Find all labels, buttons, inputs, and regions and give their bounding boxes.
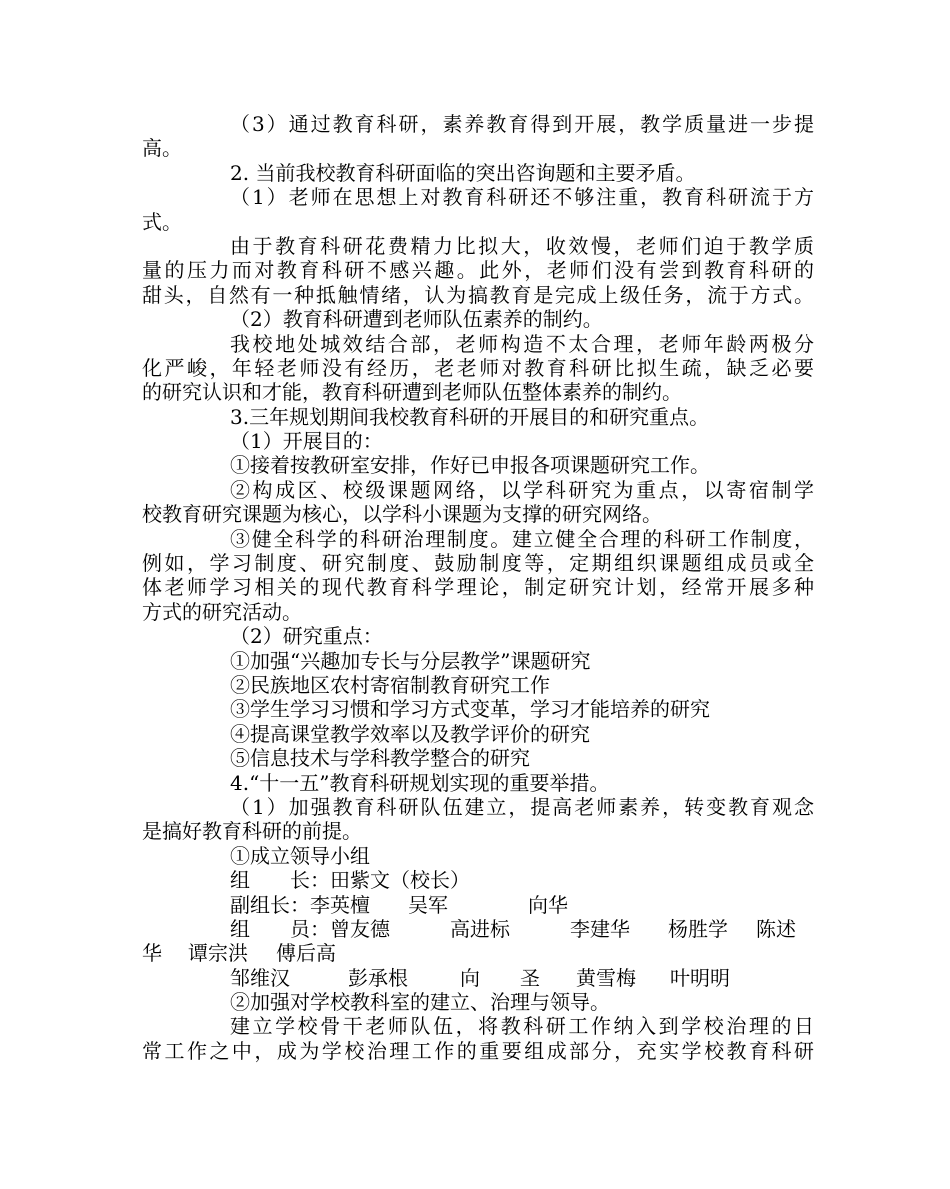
members-line xyxy=(142,917,814,941)
member-name: 曾友德 xyxy=(330,916,390,941)
deputy-line xyxy=(142,893,814,917)
member-name: 陈述 xyxy=(756,916,796,941)
paragraph-line: 式。 xyxy=(142,209,182,234)
paragraph-line: 体老师学习相关的现代教育科学理论，制定研究计划，经常开展多种 xyxy=(142,575,814,600)
subsection-heading: （1）开展目的： xyxy=(230,429,383,454)
paragraph-line: 校教育研究课题为核心，以学科小课题为支撑的研究网络。 xyxy=(142,502,662,527)
member-name: 杨胜学 xyxy=(668,916,728,941)
members-line xyxy=(142,941,814,965)
list-item: ③健全科学的科研治理制度。建立健全合理的科研工作制度， xyxy=(230,526,814,551)
section-heading: 4.“十一五”教育科研规划实现的重要举措。 xyxy=(230,770,610,795)
list-item: ②民族地区农村寄宿制教育研究工作 xyxy=(230,672,550,697)
member-name: 彭承根 xyxy=(348,965,408,990)
paragraph-line: 甜头，自然有一种抵触情绪，认为搞教育是完成上级任务，流于方式。 xyxy=(142,282,814,307)
member-name: 邹维汉 xyxy=(230,965,290,990)
member-name: 谭宗洪 xyxy=(188,941,248,966)
paragraph-line: 例如，学习制度、研究制度、鼓励制度等，定期组织课题组成员或全 xyxy=(142,551,814,576)
member-name: 高进标 xyxy=(450,916,510,941)
paragraph-line: 的研究认识和才能，教育科研遭到老师队伍整体素养的制约。 xyxy=(142,380,682,405)
subsection-heading: （2）教育科研遭到老师队伍素养的制约。 xyxy=(230,307,603,332)
deputy-name: 向华 xyxy=(528,892,568,917)
list-item: ①成立领导小组 xyxy=(230,843,370,868)
members-label: 组 员： xyxy=(230,916,330,941)
paragraph-line: 化严峻，年轻老师没有经历，老老师对教育科研比拟生疏，缺乏必要 xyxy=(142,355,814,380)
list-item: ①接着按教研室安排，作好已申报各项课题研究工作。 xyxy=(230,453,710,478)
paragraph-line: 高。 xyxy=(142,136,182,161)
member-name: 李建华 xyxy=(570,916,630,941)
deputy-name: 李英檀 xyxy=(310,892,370,917)
section-heading: 2. 当前我校教育科研面临的突出咨询题和主要矛盾。 xyxy=(230,160,696,185)
paragraph-line: 由于教育科研花费精力比拟大，收效慢，老师们迫于教学质 xyxy=(230,233,814,258)
document-page xyxy=(142,112,814,1063)
subsection-heading: （2）研究重点： xyxy=(230,624,383,649)
list-item: ①加强“兴趣加专长与分层教学”课题研究 xyxy=(230,648,591,673)
deputy-name: 吴军 xyxy=(408,892,448,917)
paragraph-line: 常工作之中，成为学校治理工作的重要组成部分，充实学校教育科研 xyxy=(142,1038,814,1063)
list-item: ②加强对学校教科室的建立、治理与领导。 xyxy=(230,990,610,1015)
subsection-heading: （1）加强教育科研队伍建立，提高老师素养，转变教育观念 xyxy=(230,794,814,819)
paragraph-line: （3）通过教育科研，素养教育得到开展，教学质量进一步提 xyxy=(230,112,814,136)
leader-line: 组 长：田紫文（校长） xyxy=(230,868,470,893)
member-name: 向 圣 xyxy=(460,965,540,990)
paragraph-line: 方式的研究活动。 xyxy=(142,599,302,624)
list-item: ②构成区、校级课题网络，以学科研究为重点，以寄宿制学 xyxy=(230,477,814,502)
section-heading: 3.三年规划期间我校教育科研的开展目的和研究重点。 xyxy=(230,404,710,429)
paragraph-line: 是搞好教育科研的前提。 xyxy=(142,819,362,844)
deputy-label: 副组长： xyxy=(230,892,310,917)
member-name: 叶明明 xyxy=(670,965,730,990)
paragraph-line: 量的压力而对教育科研不感兴趣。此外，老师们没有尝到教育科研的 xyxy=(142,258,814,283)
list-item: ③学生学习习惯和学习方式变革，学习才能培养的研究 xyxy=(230,697,710,722)
list-item: ④提高课堂教学效率以及教学评价的研究 xyxy=(230,721,590,746)
member-name: 傅后高 xyxy=(276,941,336,966)
paragraph-line: 我校地处城效结合部，老师构造不太合理，老师年龄两极分 xyxy=(230,331,814,356)
paragraph-line: 建立学校骨干老师队伍，将教科研工作纳入到学校治理的日 xyxy=(230,1014,814,1039)
list-item: ⑤信息技术与学科教学整合的研究 xyxy=(230,746,530,771)
members-line xyxy=(142,966,814,990)
subsection-heading: （1）老师在思想上对教育科研还不够注重，教育科研流于方 xyxy=(230,185,814,210)
member-name: 黄雪梅 xyxy=(576,965,636,990)
member-name: 华 xyxy=(142,941,162,966)
